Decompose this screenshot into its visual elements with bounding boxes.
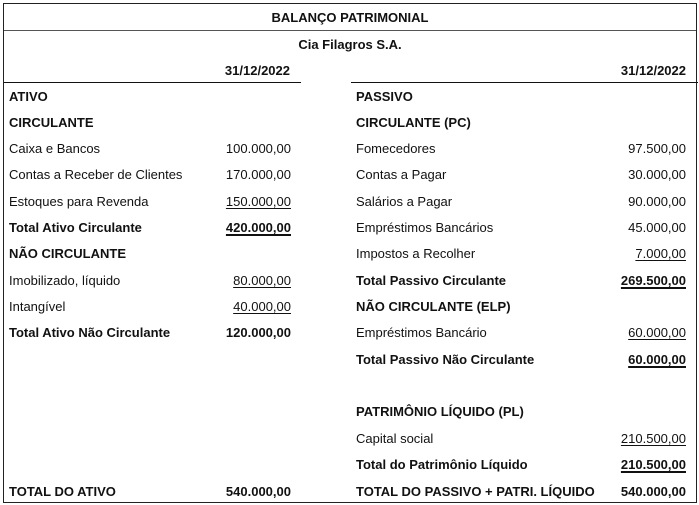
document-title: BALANÇO PATRIMONIAL xyxy=(4,4,696,31)
passivo-circulante-total: Total Passivo Circulante 269.500,00 xyxy=(356,273,686,288)
total-ativo: TOTAL DO ATIVO 540.000,00 xyxy=(9,484,291,499)
total-passivo-pl: TOTAL DO PASSIVO + PATRI. LÍQUIDO 540.000,00 xyxy=(356,484,686,499)
passivo-row: Salários a Pagar 90.000,00 xyxy=(356,194,686,209)
passivo-nao-circulante-heading: NÃO CIRCULANTE (ELP) xyxy=(356,299,511,314)
ativo-circulante-heading: CIRCULANTE xyxy=(9,115,94,130)
ativo-row: Imobilizado, líquido 80.000,00 xyxy=(9,273,291,288)
ativo-header-rule xyxy=(4,82,301,83)
passivo-circulante-heading: CIRCULANTE (PC) xyxy=(356,115,471,130)
company-name: Cia Filagros S.A. xyxy=(298,37,402,52)
passivo-row: Empréstimos Bancários 45.000,00 xyxy=(356,220,686,235)
pl-heading: PATRIMÔNIO LÍQUIDO (PL) xyxy=(356,404,524,419)
ativo-row: Caixa e Bancos 100.000,00 xyxy=(9,141,291,156)
ativo-heading: ATIVO xyxy=(9,89,48,104)
ativo-nao-circulante-heading: NÃO CIRCULANTE xyxy=(9,246,126,261)
passivo-date: 31/12/2022 xyxy=(620,63,686,78)
ativo-row: Estoques para Revenda 150.000,00 xyxy=(9,194,291,209)
passivo-header-rule xyxy=(351,82,698,83)
passivo-heading: PASSIVO xyxy=(356,89,413,104)
ativo-circulante-total: Total Ativo Circulante 420.000,00 xyxy=(9,220,291,235)
passivo-nao-circulante-total: Total Passivo Não Circulante 60.000,00 xyxy=(356,352,686,367)
passivo-row: Empréstimos Bancário 60.000,00 xyxy=(356,325,686,340)
ativo-row: Intangível 40.000,00 xyxy=(9,299,291,314)
passivo-row: Fomecedores 97.500,00 xyxy=(356,141,686,156)
balance-sheet-frame xyxy=(3,3,697,503)
pl-row: Capital social 210.500,00 xyxy=(356,431,686,446)
passivo-row: Impostos a Recolher 7.000,00 xyxy=(356,246,686,261)
ativo-nao-circulante-total: Total Ativo Não Circulante 120.000,00 xyxy=(9,325,291,340)
pl-total: Total do Patrimônio Líquido 210.500,00 xyxy=(356,457,686,472)
ativo-row: Contas a Receber de Clientes 170.000,00 xyxy=(9,167,291,182)
passivo-row: Contas a Pagar 30.000,00 xyxy=(356,167,686,182)
ativo-date: 31/12/2022 xyxy=(224,63,290,78)
